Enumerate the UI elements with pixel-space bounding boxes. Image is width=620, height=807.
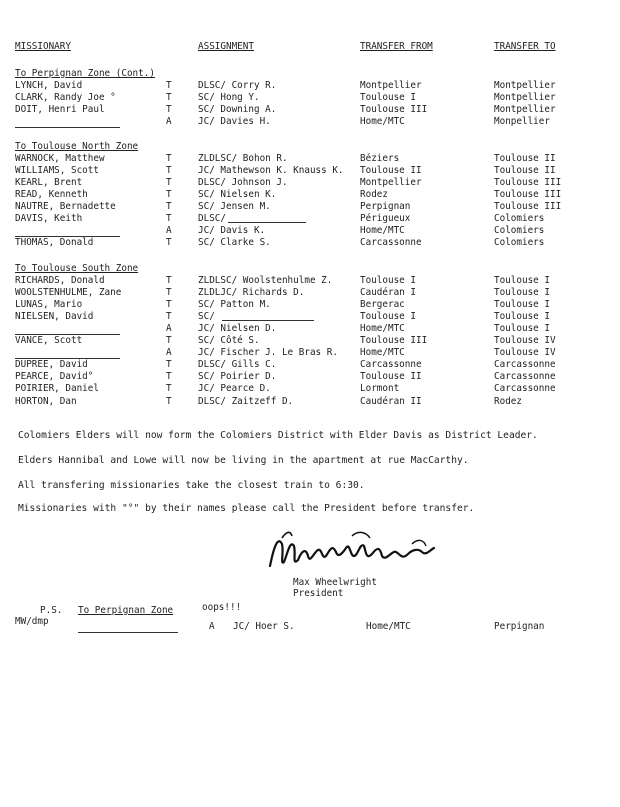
transfer-to: Carcassonne [494,383,556,394]
transfer-code: A [166,116,172,127]
transfer-from: Toulouse I [360,275,416,286]
assignment: SC/ Côté S. [198,335,260,346]
note-call-president: Missionaries with "°" by their names please call the President before transfer. [18,503,475,514]
assignment: SC/ Hong Y. [198,92,260,103]
transfer-from: Home/MTC [360,116,405,127]
note-apartment: Elders Hannibal and Lowe will now be living in the apartment at rue MacCarthy. [18,455,469,466]
assignment: SC/ Patton M. [198,299,271,310]
note-train: All transfering missionaries take the closest train to 6:30. [18,480,365,491]
missionary-name: DUPREE, David [15,359,88,370]
transfer-code: T [166,396,172,407]
transfer-from: Home/MTC [360,323,405,334]
missionary-name: VANCE, Scott [15,335,83,346]
transfer-to: Toulouse IV [494,335,556,346]
transfer-to: Toulouse IV [494,347,556,358]
ps-label: P.S. [40,605,63,616]
missionary-name: WILLIAMS, Scott [15,165,99,176]
assignment: DLSC/ Gills C. [198,359,277,370]
ps-code: A [209,621,215,632]
transfer-to: Toulouse I [494,311,550,322]
assignment: SC/ Jensen M. [198,201,271,212]
transfer-code: T [166,165,172,176]
assignment: JC/ Pearce D. [198,383,271,394]
missionary-name: NAUTRE, Bernadette [15,201,116,212]
ps-oops: oops!!! [202,602,242,613]
transfer-code: A [166,347,172,358]
section-title: To Toulouse South Zone [15,263,139,274]
missionary-name: POIRIER, Daniel [15,383,99,394]
transfer-from: Lormont [360,383,400,394]
transfer-to: Toulouse I [494,275,550,286]
missionary-name: WOOLSTENHULME, Zane [15,287,122,298]
assignment: JC/ Davies H. [198,116,271,127]
transfer-code: A [166,323,172,334]
header-transfer-from: TRANSFER FROM [360,41,433,52]
transfer-from: Périgueux [360,213,411,224]
section-title: To Toulouse North Zone [15,141,139,152]
ps-transfer-from: Home/MTC [366,621,411,632]
transfer-code: T [166,359,172,370]
transfer-to: Toulouse II [494,165,556,176]
ps-heading: To Perpignan Zone [78,605,174,616]
transfer-to: Toulouse III [494,189,562,200]
transfer-from: Caudéran II [360,396,422,407]
transfer-code: T [166,189,172,200]
missionary-name: LYNCH, David [15,80,83,91]
transfer-to: Monpellier [494,116,550,127]
transfer-code: T [166,275,172,286]
assignment: SC/ [198,311,215,322]
transfer-code: T [166,287,172,298]
ps-transfer-to: Perpignan [494,621,545,632]
handwritten-signature [262,526,442,584]
transfer-from: Carcassonne [360,359,422,370]
transfer-from: Montpellier [360,177,422,188]
assignment: JC/ Fischer J. Le Bras R. [198,347,338,358]
missionary-name: DAVIS, Keith [15,213,83,224]
transfer-from: Toulouse II [360,371,422,382]
transfer-code: T [166,237,172,248]
transfer-code: T [166,80,172,91]
transfer-from: Perpignan [360,201,411,212]
transfer-to: Toulouse I [494,287,550,298]
header-assignment: ASSIGNMENT [198,41,254,52]
header-missionary: MISSIONARY [15,41,71,52]
ps-assignment: JC/ Hoer S. [233,621,295,632]
transfer-to: Toulouse I [494,323,550,334]
missionary-name: WARNOCK, Matthew [15,153,105,164]
transfer-code: T [166,201,172,212]
assignment: ZLDLSC/ Woolstenhulme Z. [198,275,333,286]
transfer-code: T [166,177,172,188]
transfer-from: Béziers [360,153,400,164]
note-colomiers-district: Colomiers Elders will now form the Colomiers District with Elder Davis as District Leader. [18,430,538,441]
assignment: SC/ Nielsen K. [198,189,277,200]
transfer-to: Colomiers [494,225,545,236]
transfer-code: T [166,153,172,164]
transfer-code: T [166,311,172,322]
transfer-from: Toulouse III [360,104,428,115]
transfer-from: Toulouse I [360,311,416,322]
transfer-from: Caudéran I [360,287,416,298]
transfer-code: T [166,383,172,394]
assignment: ZLDLJC/ Richards D. [198,287,305,298]
missionary-name: PEARCE, David° [15,371,94,382]
missionary-name: THOMAS, Donald [15,237,94,248]
assignment: DLSC/ [198,213,226,224]
ps-name-blank-line [78,632,178,633]
transfer-code: T [166,371,172,382]
assignment: DLSC/ Corry R. [198,80,277,91]
transfer-from: Montpellier [360,80,422,91]
assignment: JC/ Mathewson K. Knauss K. [198,165,344,176]
missionary-name: RICHARDS, Donald [15,275,105,286]
transfer-to: Rodez [494,396,522,407]
transfer-to: Toulouse III [494,201,562,212]
transfer-from: Toulouse III [360,335,428,346]
assignment-blank-line [222,320,314,321]
transfer-to: Toulouse III [494,177,562,188]
transfer-from: Toulouse I [360,92,416,103]
transfer-code: T [166,92,172,103]
transfer-from: Toulouse II [360,165,422,176]
transfer-to: Colomiers [494,237,545,248]
transfer-from: Rodez [360,189,388,200]
header-transfer-to: TRANSFER TO [494,41,556,52]
missionary-name: NIELSEN, David [15,311,94,322]
missionary-name: KEARL, Brent [15,177,83,188]
transfer-to: Colomiers [494,213,545,224]
missionary-name: HORTON, Dan [15,396,77,407]
assignment: SC/ Poirier D. [198,371,277,382]
assignment: SC/ Downing A. [198,104,277,115]
transfer-to: Carcassonne [494,359,556,370]
signature-title: President [293,588,344,599]
transfer-to: Montpellier [494,92,556,103]
transfer-to: Carcassonne [494,371,556,382]
transfer-from: Bergerac [360,299,405,310]
transfer-from: Carcassonne [360,237,422,248]
missionary-name: CLARK, Randy Joe ° [15,92,116,103]
assignment: SC/ Clarke S. [198,237,271,248]
transfer-code: T [166,299,172,310]
name-blank-line [15,127,120,128]
signature-name: Max Wheelwright [293,577,377,588]
assignment-blank-line [228,222,306,223]
transfer-code: T [166,213,172,224]
assignment: DLSC/ Zaitzeff D. [198,396,294,407]
section-title: To Perpignan Zone (Cont.) [15,68,155,79]
transfer-code: T [166,104,172,115]
transfer-code: T [166,335,172,346]
missionary-name: LUNAS, Mario [15,299,83,310]
transfer-to: Toulouse I [494,299,550,310]
missionary-name: READ, Kenneth [15,189,88,200]
transfer-from: Home/MTC [360,347,405,358]
ps-initials: MW/dmp [15,616,49,627]
assignment: JC/ Davis K. [198,225,266,236]
transfer-from: Home/MTC [360,225,405,236]
missionary-name: DOIT, Henri Paul [15,104,105,115]
transfer-to: Montpellier [494,80,556,91]
transfer-code: A [166,225,172,236]
assignment: DLSC/ Johnson J. [198,177,288,188]
assignment: ZLDLSC/ Bohon R. [198,153,288,164]
transfer-to: Montpellier [494,104,556,115]
transfer-to: Toulouse II [494,153,556,164]
assignment: JC/ Nielsen D. [198,323,277,334]
